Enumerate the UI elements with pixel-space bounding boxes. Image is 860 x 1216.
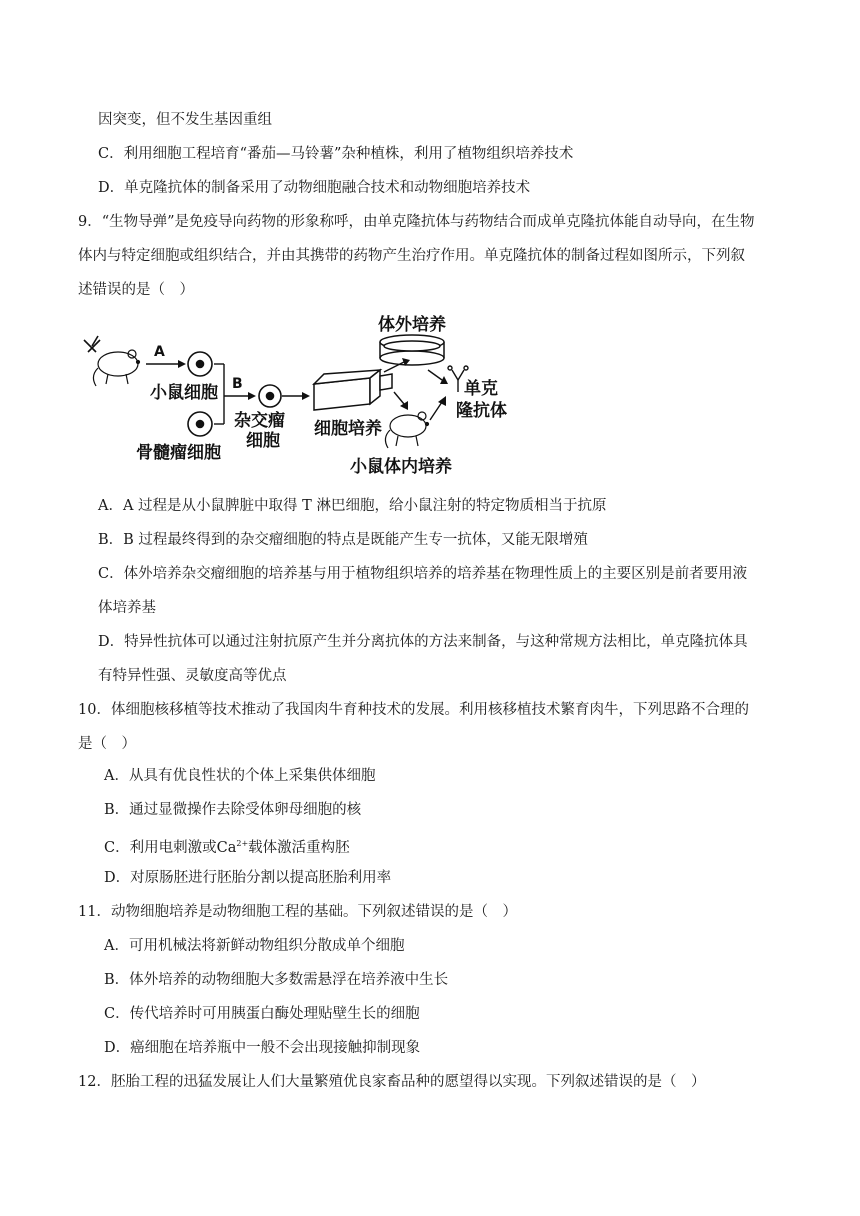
in-vitro-label: 体外培养 — [378, 315, 446, 335]
option-b: B．B 过程最终得到的杂交瘤细胞的特点是既能产生专一抗体，又能无限增殖 — [98, 532, 588, 548]
syringe-icon — [84, 336, 100, 352]
myeloma-cell — [188, 412, 212, 436]
mouse-cell — [188, 352, 212, 376]
question-9-stem: 述错误的是（ ） — [78, 282, 194, 298]
mouse-icon — [93, 350, 139, 386]
question-10-stem: 是（ ） — [78, 736, 136, 752]
hybridoma-label: 细胞 — [246, 431, 280, 451]
option-c-cont: 体培养基 — [98, 600, 156, 616]
option-a: A．可用机械法将新鲜动物组织分散成单个细胞 — [104, 938, 405, 954]
option-d: D．对原肠胚进行胚胎分割以提高胚胎利用率 — [104, 870, 392, 886]
option-c: C．利用细胞工程培育“番茄—马铃薯”杂种植株，利用了植物组织培养技术 — [98, 146, 574, 162]
option-d: D．癌细胞在培养瓶中一般不会出现接触抑制现象 — [104, 1040, 421, 1056]
question-11-stem: 11．动物细胞培养是动物细胞工程的基础。下列叙述错误的是（ ） — [78, 904, 517, 920]
monoclonal-antibody-diagram — [78, 312, 538, 480]
in-vivo-label: 小鼠体内培养 — [350, 457, 452, 477]
calcium-symbol: Ca — [216, 840, 237, 856]
option-c: C．传代培养时可用胰蛋白酶处理贴壁生长的细胞 — [104, 1006, 420, 1022]
petri-dish-icon — [380, 335, 444, 365]
charge-superscript: 2+ — [236, 839, 249, 848]
mouse-cell-label: 小鼠细胞 — [150, 383, 218, 403]
option-d: D．单克隆抗体的制备采用了动物细胞融合技术和动物细胞培养技术 — [98, 180, 531, 196]
question-12-stem: 12．胚胎工程的迅猛发展让人们大量繁殖优良家畜品种的愿望得以实现。下列叙述错误的是（ ） — [78, 1074, 706, 1090]
option-b: B．体外培养的动物细胞大多数需悬浮在培养液中生长 — [104, 972, 449, 988]
cell-culture-label: 细胞培养 — [314, 419, 382, 439]
option-a: A．从具有优良性状的个体上采集供体细胞 — [104, 768, 376, 784]
option-a: A．A 过程是从小鼠脾脏中取得 T 淋巴细胞，给小鼠注射的特定物质相当于抗原 — [98, 498, 607, 514]
mab-label: 隆抗体 — [456, 401, 507, 421]
option-c-text: C．利用电刺激或 — [104, 840, 217, 856]
option-b: B．通过显微操作去除受体卵母细胞的核 — [104, 802, 362, 818]
hybridoma-label: 杂交瘤 — [234, 411, 285, 431]
myeloma-cell-label: 骨髓瘤细胞 — [136, 443, 221, 463]
option-d-cont: 有特异性强、灵敏度高等优点 — [98, 668, 287, 684]
label-b: B — [232, 376, 243, 392]
mab-label: 单克 — [464, 379, 498, 399]
label-a: A — [154, 344, 165, 360]
option-c: C．体外培养杂交瘤细胞的培养基与用于植物组织培养的培养基在物理性质上的主要区别是前者要用液 — [98, 566, 748, 582]
option-c — [104, 834, 350, 858]
question-9-stem: 体内与特定细胞或组织结合，并由其携带的药物产生治疗作用。单克隆抗体的制备过程如图所示，下列叙 — [78, 248, 745, 264]
option-c-text: 载体激活重构胚 — [248, 840, 350, 856]
text-line: 因突变，但不发生基因重组 — [98, 112, 272, 128]
option-d: D．特异性抗体可以通过注射抗原产生并分离抗体的方法来制备，与这种常规方法相比，单克隆抗体具 — [98, 634, 748, 650]
question-9-stem: 9．“生物导弹”是免疫导向药物的形象称呼，由单克隆抗体与药物结合而成单克隆抗体能自动导向，在生物 — [78, 214, 755, 230]
mouse-icon — [385, 412, 428, 448]
hybridoma-cell — [259, 385, 281, 407]
question-10-stem: 10．体细胞核移植等技术推动了我国肉牛育种技术的发展。利用核移植技术繁育肉牛，下列思路不合理的 — [78, 702, 749, 718]
culture-flask-icon — [314, 370, 392, 410]
